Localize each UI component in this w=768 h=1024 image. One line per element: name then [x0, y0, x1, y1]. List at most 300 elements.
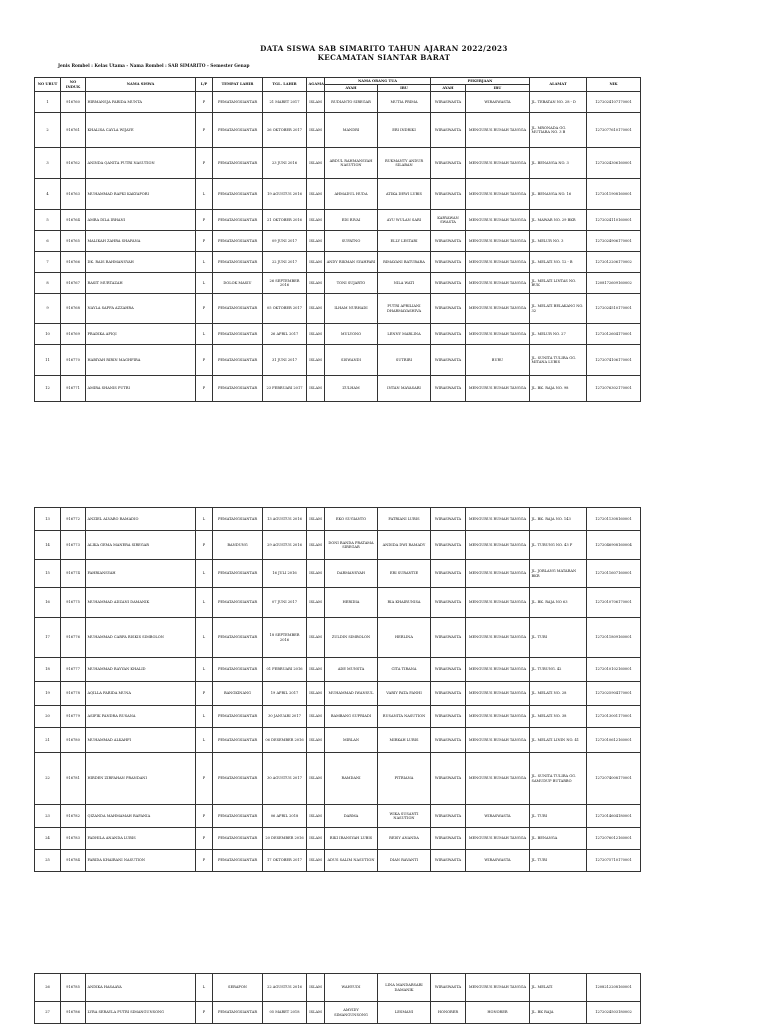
table-body-page-3 — [35, 974, 641, 1024]
cell-no-induk: 916764 — [61, 210, 86, 231]
header-tgl-lahir: TGL. LAHIR — [263, 78, 307, 92]
cell-nama-ayah: ZULHAM — [325, 376, 378, 402]
cell-alamat: JL. MELATI NO. 38 — [530, 706, 587, 728]
cell-agama: ISLAM — [307, 113, 325, 148]
cell-nama-ayah: MANDRI — [325, 113, 378, 148]
cell-nama-ayah: ABDUL RAHMANSYAH NASUTION — [325, 148, 378, 179]
cell-no-induk: 916770 — [61, 345, 86, 376]
cell-nama-ibu: DIAN RAVANTI — [378, 850, 431, 872]
cell-alamat: JL. MRONADA GG. MUTIARA NO. 3 B — [530, 113, 587, 148]
cell-no-urut: 27 — [35, 1002, 61, 1024]
cell-tgl-lahir: 21 MARET 2017 — [263, 92, 307, 113]
cell-nik: 1272011908160001 — [587, 179, 641, 210]
cell-nama-ibu: LESMANI — [378, 1002, 431, 1024]
cell-nama-ibu: RIA KHAIRUNISA — [378, 588, 431, 618]
cell-nama-ibu: REISY ANANDA — [378, 828, 431, 850]
cell-tgl-lahir: 26 OKTOBER 2017 — [263, 113, 307, 148]
cell-lp: P — [196, 345, 213, 376]
cell-nama-siswa: AQILLA FARIDA MUNA — [86, 682, 196, 706]
cell-pekerjaan-ayah: HONORER — [431, 1002, 466, 1024]
cell-alamat: JL. BENANGA — [530, 828, 587, 850]
cell-pekerjaan-ayah: WIRASWASTA — [431, 113, 466, 148]
cell-tgl-lahir: 21 OKTOBER 2016 — [263, 210, 307, 231]
cell-nama-ayah: ZULDIN SIMBOLON — [325, 618, 378, 658]
cell-nama-ayah: AHMADUL HUDA — [325, 179, 378, 210]
cell-pekerjaan-ayah: WIRASWASTA — [431, 805, 466, 828]
cell-nik: 1272074008170001 — [587, 753, 641, 805]
cell-pekerjaan-ayah: WIRASWASTA — [431, 588, 466, 618]
cell-alamat: JL. MELATI NO. 28 — [530, 682, 587, 706]
cell-nik: 1272011607160001 — [587, 560, 641, 588]
cell-tgl-lahir: 19 AGUSTUS 2016 — [263, 179, 307, 210]
cell-pekerjaan-ayah: WIRASWASTA — [431, 706, 466, 728]
cell-no-induk: 916768 — [61, 294, 86, 324]
cell-tempat-lahir: PEMATANGSIANTAR — [213, 324, 263, 345]
cell-lp: L — [196, 618, 213, 658]
rombel-info: Jenis Rombel : Kelas Utama - Nama Rombel : SAB SIMARITO - Semester Genap — [58, 64, 250, 69]
cell-pekerjaan-ayah: KARYAWAN SWASTA — [431, 210, 466, 231]
cell-nama-ibu: VARIY PATA FANHI — [378, 682, 431, 706]
cell-pekerjaan-ibu: MENGURUS RUMAH TANGGA — [466, 728, 530, 753]
cell-pekerjaan-ayah: WIRASWASTA — [431, 560, 466, 588]
table-row — [35, 560, 641, 588]
cell-pekerjaan-ibu: MENGURUS RUMAH TANGGA — [466, 618, 530, 658]
table-row — [35, 850, 641, 872]
cell-tgl-lahir: 22 JUNI 2017 — [263, 252, 307, 273]
cell-pekerjaan-ayah: WIRASWASTA — [431, 618, 466, 658]
cell-nama-siswa: MALIKAH ZAHRA SHAFANA — [86, 231, 196, 252]
table-body-page-2 — [35, 508, 641, 872]
cell-tempat-lahir: SERAPON — [213, 974, 263, 1002]
cell-nama-siswa: ASIFIK FANDRA RUSANA — [86, 706, 196, 728]
cell-nik: 1272011308160001 — [587, 508, 641, 531]
cell-nik: 1272024306160001 — [587, 148, 641, 179]
cell-nik: 1272024110160001 — [587, 210, 641, 231]
cell-tempat-lahir: PEMATANGSIANTAR — [213, 828, 263, 850]
cell-nama-ayah: ADE MUNSTA — [325, 658, 378, 682]
cell-pekerjaan-ayah: WIRASWASTA — [431, 345, 466, 376]
cell-tgl-lahir: 26 APRIL 2017 — [263, 324, 307, 345]
cell-pekerjaan-ayah: WIRASWASTA — [431, 828, 466, 850]
cell-pekerjaan-ayah: WIRASWASTA — [431, 531, 466, 560]
cell-pekerjaan-ibu: MENGURUS RUMAH TANGGA — [466, 113, 530, 148]
cell-nik: 1272012604170001 — [587, 324, 641, 345]
cell-agama: ISLAM — [307, 92, 325, 113]
cell-agama: ISLAM — [307, 1002, 325, 1024]
cell-alamat: JL. MELATI LININ NO. 41 — [530, 728, 587, 753]
cell-lp: P — [196, 231, 213, 252]
cell-lp: P — [196, 92, 213, 113]
cell-pekerjaan-ayah: WIRASWASTA — [431, 753, 466, 805]
cell-alamat: JL. JOBLANG MATARAN BKR — [530, 560, 587, 588]
cell-pekerjaan-ibu: MENGURUS RUMAH TANGGA — [466, 508, 530, 531]
cell-nama-siswa: FADHILA ANANDA LUBIS — [86, 828, 196, 850]
cell-alamat: JL. MAWAR NO. 29 BKR — [530, 210, 587, 231]
cell-nama-ibu: RUSANITA NASUTION — [378, 706, 431, 728]
cell-pekerjaan-ibu: MENGURUS RUMAH TANGGA — [466, 682, 530, 706]
cell-alamat: JL. BENANGA NO. 16 — [530, 179, 587, 210]
cell-agama: ISLAM — [307, 658, 325, 682]
cell-tempat-lahir: PEMATANGSIANTAR — [213, 148, 263, 179]
cell-agama: ISLAM — [307, 618, 325, 658]
cell-no-urut: 24 — [35, 828, 61, 850]
cell-nama-siswa: LYRA SERAYLA PUTRI SIMANGUNSONG — [86, 1002, 196, 1024]
cell-agama: ISLAM — [307, 805, 325, 828]
table-row — [35, 728, 641, 753]
cell-alamat: JL. SUNITA TULIRA GG. SAMUDUP BUTARBO — [530, 753, 587, 805]
cell-no-urut: 19 — [35, 682, 61, 706]
cell-lp: L — [196, 706, 213, 728]
cell-pekerjaan-ibu: MENGURUS RUMAH TANGGA — [466, 179, 530, 210]
cell-nama-ibu: AYU WULAN SARI — [378, 210, 431, 231]
cell-nama-siswa: AMRA DILA IRHANI — [86, 210, 196, 231]
cell-nama-ayah: WAHYUDI — [325, 974, 378, 1002]
cell-pekerjaan-ibu: MENGURUS RUMAH TANGGA — [466, 294, 530, 324]
cell-pekerjaan-ayah: WIRASWASTA — [431, 376, 466, 402]
cell-nama-siswa: MUHAMMAD ALKAHFI — [86, 728, 196, 753]
cell-alamat: JL. BK. RAJA NO. 143 — [530, 508, 587, 531]
cell-no-urut: 15 — [35, 560, 61, 588]
cell-alamat: JL. BENANGA NO. 3 — [530, 148, 587, 179]
header-no-induk: NO INDUK — [61, 78, 86, 92]
cell-nama-siswa: KHALISA CAYLA WIJAYE — [86, 113, 196, 148]
cell-pekerjaan-ayah: WIRASWASTA — [431, 324, 466, 345]
cell-lp: L — [196, 252, 213, 273]
cell-alamat: JL. TUBI — [530, 618, 587, 658]
cell-nama-siswa: ANDIKA HASAAYA — [86, 974, 196, 1002]
cell-nik: 1272013001170001 — [587, 706, 641, 728]
cell-tgl-lahir: 30 JANUARI 2017 — [263, 706, 307, 728]
cell-nama-ayah: ANDY RIKMAN SYAHPARI — [325, 252, 378, 273]
cell-no-induk: 916784 — [61, 850, 86, 872]
cell-pekerjaan-ibu: HONORER — [466, 1002, 530, 1024]
cell-alamat: JL. MELATI NO. 12 - B — [530, 252, 587, 273]
cell-pekerjaan-ayah: WIRASWASTA — [431, 974, 466, 1002]
cell-pekerjaan-ayah: WIRASWASTA — [431, 294, 466, 324]
cell-nik: 1272024906170001 — [587, 231, 641, 252]
cell-pekerjaan-ibu: MENGURUS RUMAH TANGGA — [466, 324, 530, 345]
cell-no-induk: 916765 — [61, 231, 86, 252]
cell-alamat: JL. MELATI — [530, 974, 587, 1002]
cell-no-urut: 26 — [35, 974, 61, 1002]
cell-nik: 1272010102160001 — [587, 658, 641, 682]
cell-lp: L — [196, 508, 213, 531]
cell-tgl-lahir: 23 FEBRUARI 2017 — [263, 376, 307, 402]
cell-no-urut: 21 — [35, 728, 61, 753]
table-row — [35, 682, 641, 706]
cell-pekerjaan-ibu: MENGURUS RUMAH TANGGA — [466, 231, 530, 252]
cell-alamat: JL. TUBUNG NO. 43 F — [530, 531, 587, 560]
cell-pekerjaan-ayah: WIRASWASTA — [431, 231, 466, 252]
cell-lp: P — [196, 828, 213, 850]
header-tempat-lahir: TEMPAT LAHIR — [213, 78, 263, 92]
cell-tgl-lahir: 06 DESEMBER 2016 — [263, 728, 307, 753]
cell-nama-ayah: SISWANDI — [325, 345, 378, 376]
cell-nama-siswa: FARIDA KHAIRANI NASUTION — [86, 850, 196, 872]
cell-nama-ayah: BAMBANG SUPRIADI — [325, 706, 378, 728]
cell-nama-ayah: DONI RANDA PRATAMA SIREGAR — [325, 531, 378, 560]
cell-pekerjaan-ibu: WIRASWASTA — [466, 92, 530, 113]
cell-tgl-lahir: 09 JUNI 2017 — [263, 231, 307, 252]
cell-tempat-lahir: PEMATANGSIANTAR — [213, 252, 263, 273]
cell-tempat-lahir: PEMATANGSIANTAR — [213, 345, 263, 376]
cell-pekerjaan-ibu: MENGURUS RUMAH TANGGA — [466, 560, 530, 588]
cell-tgl-lahir: 18 SEPTEMBER 2016 — [263, 618, 307, 658]
cell-tgl-lahir: 19 APRIL 2017 — [263, 682, 307, 706]
cell-pekerjaan-ibu: WIRASWASTA — [466, 805, 530, 828]
cell-alamat: JL. BK. RAJA NO. 98 — [530, 376, 587, 402]
cell-pekerjaan-ibu: MENGURUS RUMAH TANGGA — [466, 273, 530, 294]
cell-tempat-lahir: PEMATANGSIANTAR — [213, 92, 263, 113]
table-row — [35, 658, 641, 682]
cell-nik: 1272077610170001 — [587, 113, 641, 148]
cell-lp: L — [196, 273, 213, 294]
cell-lp: P — [196, 113, 213, 148]
cell-nama-siswa: NAYLA SAFFA AZZAHRA — [86, 294, 196, 324]
cell-pekerjaan-ibu: MENGURUS RUMAH TANGGA — [466, 531, 530, 560]
cell-agama: ISLAM — [307, 508, 325, 531]
cell-agama: ISLAM — [307, 682, 325, 706]
cell-alamat: JL. TUBI — [530, 850, 587, 872]
cell-no-urut: 10 — [35, 324, 61, 345]
cell-agama: ISLAM — [307, 376, 325, 402]
cell-tgl-lahir: 16 JULI 2016 — [263, 560, 307, 588]
cell-lp: P — [196, 682, 213, 706]
cell-nama-ayah: RIKI IRANSYAH LUBIS — [325, 828, 378, 850]
cell-nama-ibu: ERI INDRIKI — [378, 113, 431, 148]
cell-no-urut: 1 — [35, 92, 61, 113]
cell-lp: P — [196, 805, 213, 828]
header-ayah: AYAH — [325, 85, 378, 92]
cell-agama: ISLAM — [307, 345, 325, 376]
cell-nama-siswa: HIRMANSJA FARIDA MUNTA — [86, 92, 196, 113]
cell-no-induk: 916781 — [61, 753, 86, 805]
cell-pekerjaan-ibu: MENGURUS RUMAH TANGGA — [466, 753, 530, 805]
cell-nama-ayah: DARMANSYAH — [325, 560, 378, 588]
cell-nik: 1272076302170001 — [587, 376, 641, 402]
cell-tempat-lahir: DOLOK MASIU — [213, 273, 263, 294]
cell-nama-siswa: HABIYAH RIRIN MAGHFIRA — [86, 345, 196, 376]
cell-tempat-lahir: PEMATANGSIANTAR — [213, 588, 263, 618]
cell-no-urut: 16 — [35, 588, 61, 618]
cell-nama-siswa: QIZANDA MAHMAMAH RAFANIA — [86, 805, 196, 828]
cell-no-induk: 916780 — [61, 728, 86, 753]
cell-nama-ayah: TONI SUJARTO — [325, 273, 378, 294]
cell-agama: ISLAM — [307, 210, 325, 231]
cell-tempat-lahir: PEMATANGSIANTAR — [213, 179, 263, 210]
cell-nama-siswa: ALIKA GEMA MANERA SIREGAR — [86, 531, 196, 560]
cell-alamat: JL. TUBUNG. 42 — [530, 658, 587, 682]
cell-nama-siswa: MUHAMMAD RAFKI KAKYAPORI — [86, 179, 196, 210]
cell-nama-siswa: PRADIKA AFIQI — [86, 324, 196, 345]
cell-no-induk: 916774 — [61, 560, 86, 588]
cell-no-urut: 6 — [35, 231, 61, 252]
cell-no-induk: 916775 — [61, 588, 86, 618]
cell-lp: L — [196, 179, 213, 210]
table-row — [35, 508, 641, 531]
cell-nik: 1272012206170002 — [587, 252, 641, 273]
cell-tempat-lahir: PEMATANGSIANTAR — [213, 508, 263, 531]
cell-pekerjaan-ibu: MENGURUS RUMAH TANGGA — [466, 210, 530, 231]
cell-nama-siswa: FAHRIANSYAH — [86, 560, 196, 588]
table-row — [35, 828, 641, 850]
cell-no-induk: 916772 — [61, 508, 86, 531]
cell-nama-siswa: HIRDEN ZIRFAHAN PRANDANI — [86, 753, 196, 805]
cell-no-urut: 2 — [35, 113, 61, 148]
cell-no-induk: 916762 — [61, 148, 86, 179]
cell-lp: P — [196, 753, 213, 805]
cell-pekerjaan-ayah: WIRASWASTA — [431, 728, 466, 753]
student-table-page-2 — [34, 507, 641, 872]
cell-pekerjaan-ayah: WIRASWASTA — [431, 658, 466, 682]
cell-no-urut: 4 — [35, 179, 61, 210]
cell-no-urut: 9 — [35, 294, 61, 324]
cell-alamat: JL. TEBATAN NO. 28 - D — [530, 92, 587, 113]
cell-nama-ayah: EKO SUGIANTO — [325, 508, 378, 531]
cell-agama: ISLAM — [307, 252, 325, 273]
cell-no-urut: 11 — [35, 345, 61, 376]
cell-pekerjaan-ayah: WIRASWASTA — [431, 682, 466, 706]
cell-nama-ibu: ERI SURANTIE — [378, 560, 431, 588]
header-ibu: IBU — [378, 85, 431, 92]
header-lp: L/P — [196, 78, 213, 92]
cell-lp: L — [196, 728, 213, 753]
cell-nik: 1272024503180002 — [587, 1002, 641, 1024]
cell-nama-ayah: ILHAM NURHADI — [325, 294, 378, 324]
table-row — [35, 588, 641, 618]
cell-no-induk: 916773 — [61, 531, 86, 560]
cell-nama-ayah: MULYONO — [325, 324, 378, 345]
cell-tempat-lahir: PEMATANGSIANTAR — [213, 805, 263, 828]
cell-lp: L — [196, 560, 213, 588]
cell-nik: 1272076012160001 — [587, 828, 641, 850]
cell-lp: P — [196, 850, 213, 872]
cell-no-urut: 17 — [35, 618, 61, 658]
cell-agama: ISLAM — [307, 231, 325, 252]
cell-tempat-lahir: PEMATANGSIANTAR — [213, 294, 263, 324]
cell-lp: L — [196, 658, 213, 682]
cell-alamat: JL. BK. RAJA NO 63 — [530, 588, 587, 618]
cell-no-urut: 20 — [35, 706, 61, 728]
cell-alamat: JL. MELATI BELAKANG NO. 32 — [530, 294, 587, 324]
cell-nama-siswa: MUHAMMAD RAYYAN KHALID — [86, 658, 196, 682]
cell-tgl-lahir: 07 JUNI 2017 — [263, 588, 307, 618]
cell-no-induk: 916766 — [61, 252, 86, 273]
cell-nama-ibu: RIMAYANI BATUBARA — [378, 252, 431, 273]
table-row — [35, 753, 641, 805]
cell-lp: P — [196, 294, 213, 324]
cell-lp: L — [196, 974, 213, 1002]
cell-alamat: JL. SUNITA TULIRA GG. MITANA LUBIS — [530, 345, 587, 376]
cell-nama-ibu: MUTIA PRIMA — [378, 92, 431, 113]
cell-alamat: JL. BK RAJA — [530, 1002, 587, 1024]
cell-pekerjaan-ayah: WIRASWASTA — [431, 92, 466, 113]
cell-pekerjaan-ibu: WIRASWASTA — [466, 850, 530, 872]
cell-pekerjaan-ayah: WIRASWASTA — [431, 148, 466, 179]
cell-tgl-lahir: 01 FEBRUARI 2016 — [263, 658, 307, 682]
header-agama: AGAMA — [307, 78, 325, 92]
cell-pekerjaan-ibu: MENGURUS RUMAH TANGGA — [466, 706, 530, 728]
cell-nama-siswa: AMIRA SHANIS PUTRI — [86, 376, 196, 402]
cell-no-induk: 916769 — [61, 324, 86, 345]
cell-nama-ayah: SUFATNO — [325, 231, 378, 252]
cell-no-urut: 5 — [35, 210, 61, 231]
cell-nama-ibu: INTAN MAYASARI — [378, 376, 431, 402]
cell-agama: ISLAM — [307, 706, 325, 728]
cell-no-urut: 23 — [35, 805, 61, 828]
cell-no-induk: 916786 — [61, 1002, 86, 1024]
cell-pekerjaan-ibu: MENGURUS RUMAH TANGGA — [466, 148, 530, 179]
cell-nik: 1272010612160001 — [587, 728, 641, 753]
cell-agama: ISLAM — [307, 753, 325, 805]
cell-nama-ayah: ADUS SALIM NASUTION — [325, 850, 378, 872]
cell-tgl-lahir: 22 AGUSTUS 2016 — [263, 974, 307, 1002]
cell-tempat-lahir: PEMATANGSIANTAR — [213, 560, 263, 588]
header-nik: NIK — [587, 78, 641, 92]
cell-nama-ayah: HERIDIA — [325, 588, 378, 618]
cell-nama-ibu: MIRKAH LUBIS — [378, 728, 431, 753]
cell-lp: P — [196, 1002, 213, 1024]
cell-nama-siswa: DK. RAIS RAHMANSYAH — [86, 252, 196, 273]
cell-tgl-lahir: 30 AGUSTUS 2017 — [263, 753, 307, 805]
cell-agama: ISLAM — [307, 974, 325, 1002]
cell-tgl-lahir: 31 JUNI 2017 — [263, 345, 307, 376]
cell-no-induk: 916783 — [61, 828, 86, 850]
header-nama-orang-tua: NAMA ORANG TUA — [325, 78, 431, 85]
cell-nama-ibu: FITRIANA — [378, 753, 431, 805]
cell-tempat-lahir: PEMATANGSIANTAR — [213, 210, 263, 231]
cell-nama-siswa: ANZIEL ALVARO RAMADIO — [86, 508, 196, 531]
cell-agama: ISLAM — [307, 828, 325, 850]
cell-nik: 1272074106170001 — [587, 345, 641, 376]
cell-tgl-lahir: 17 OKTOBER 2017 — [263, 850, 307, 872]
cell-agama: ISLAM — [307, 531, 325, 560]
cell-no-urut: 8 — [35, 273, 61, 294]
cell-agama: ISLAM — [307, 728, 325, 753]
cell-pekerjaan-ibu: MENGURUS RUMAH TANGGA — [466, 376, 530, 402]
header-alamat: ALAMAT — [530, 78, 587, 92]
cell-nik: 1272011809160001 — [587, 618, 641, 658]
cell-nama-siswa: ANINDA QANITA PUTRI NASUTION — [86, 148, 196, 179]
student-table-page-3 — [34, 973, 641, 1024]
cell-no-urut: 25 — [35, 850, 61, 872]
cell-no-induk: 916760 — [61, 92, 86, 113]
cell-pekerjaan-ayah: WIRASWASTA — [431, 179, 466, 210]
cell-tgl-lahir: 05 OKTOBER 2017 — [263, 294, 307, 324]
cell-no-urut: 7 — [35, 252, 61, 273]
table-row — [35, 974, 641, 1002]
cell-tempat-lahir: PEMATANGSIANTAR — [213, 850, 263, 872]
table-row — [35, 618, 641, 658]
cell-nama-ayah: MIRLAN — [325, 728, 378, 753]
cell-nama-ibu: ATIKA DEWI LUBIS — [378, 179, 431, 210]
cell-pekerjaan-ayah: WIRASWASTA — [431, 273, 466, 294]
cell-no-induk: 916761 — [61, 113, 86, 148]
cell-nama-ayah: MUHAMMAD IWANSUL — [325, 682, 378, 706]
cell-nama-ibu: RUKMANTY ANDUR SILABAN — [378, 148, 431, 179]
cell-nik: 1272010706170001 — [587, 588, 641, 618]
cell-tgl-lahir: 29 AGUSTUS 2016 — [263, 531, 307, 560]
cell-nama-ibu: SUTRIRI — [378, 345, 431, 376]
cell-pekerjaan-ayah: WIRASWASTA — [431, 252, 466, 273]
cell-tgl-lahir: 13 AGUSTUS 2016 — [263, 508, 307, 531]
cell-no-induk: 916777 — [61, 658, 86, 682]
cell-tempat-lahir: PEMATANGSIANTAR — [213, 658, 263, 682]
cell-no-urut: 13 — [35, 508, 61, 531]
cell-nama-ibu: LENNY MARLINA — [378, 324, 431, 345]
cell-nik: 1272014604180001 — [587, 805, 641, 828]
cell-tempat-lahir: PEMATANGSIANTAR — [213, 618, 263, 658]
